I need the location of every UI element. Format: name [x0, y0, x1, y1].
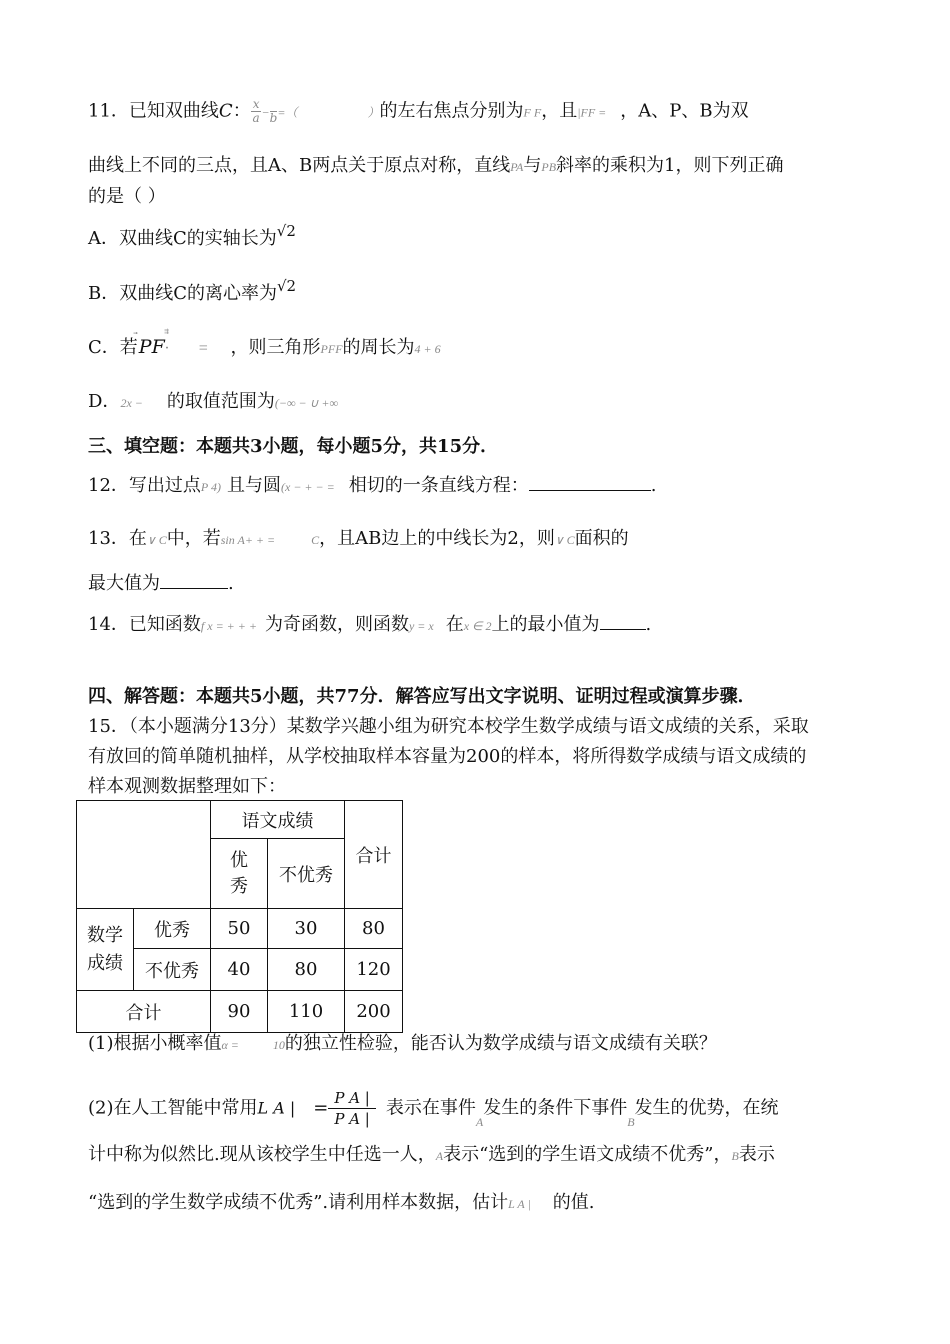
table-cell: 40: [211, 949, 268, 991]
q12-line: 12．写出过点P 4) 且与圆(x − + − = 相切的一条直线方程： .: [88, 472, 656, 500]
q11-foci-text: 的左右焦点分别为: [379, 100, 524, 122]
section3-title: 三、填空题：本题共3小题，每小题5分，共15分．: [88, 436, 499, 457]
q11-line-pb: PB: [541, 160, 557, 174]
q15-part2-line3: “选到的学生数学成绩不优秀”.请利用样本数据，估计L A | 的值.: [88, 1192, 595, 1213]
q11-option-b: B．双曲线C的离心率为$^{√2}$: [88, 277, 297, 304]
table-cell: 30: [268, 909, 345, 949]
q11-fraction-x-a: $\frac{x}{a}$: [252, 97, 260, 125]
q11-foci-symbols: F F: [523, 105, 542, 120]
q14-answer-blank[interactable]: [600, 611, 646, 630]
col-excellent: 优秀: [211, 839, 268, 909]
q11-line3: 的是（ ）: [88, 186, 166, 207]
vector-pf: PF: [138, 336, 165, 358]
section4-title: 四、解答题：本题共5小题，共77分．解答应写出文字说明、证明过程或演算步骤．: [88, 686, 756, 707]
row-total: 合计: [77, 991, 211, 1033]
vector-arrow-icon-2: ⃗⃗⃗⃗: [168, 332, 170, 342]
sqrt2-value-b: √2: [277, 277, 297, 295]
q11-stem-start: 11．已知双曲线: [88, 100, 219, 122]
q15-line1: 15．（本小题满分13分）某数学兴趣小组为研究本校学生数学成绩与语文成绩的关系，采取: [88, 716, 809, 737]
q11-focal-distance: |FF =: [577, 105, 607, 120]
table-cell: 200: [345, 991, 403, 1033]
q11-equals: =（: [277, 105, 298, 120]
q11-line-pa: PA: [510, 160, 524, 174]
q15-part1: (1)根据小概率值α = 10的独立性检验，能否认为数学成绩与语文成绩有关联？: [88, 1033, 717, 1054]
q11-curve-name: C: [218, 100, 233, 122]
q11-option-c: C．若⃗⃗⃗PF·⃗⃗⃗⃗= ，则三角形PFF的周长为4 + 6: [88, 332, 441, 358]
q11-line1: [88, 98, 749, 126]
q15-line3: 样本观测数据整理如下：: [88, 776, 286, 797]
table-empty-corner: [77, 801, 211, 909]
col-not-excellent: 不优秀: [268, 839, 345, 909]
q14-line: 14．已知函数f x = + + + 为奇函数，则函数y = x 在x ∈ 2上的最小值为 .: [88, 611, 651, 639]
q15-part2-line1: (2)在人工智能中常用L A | = $\frac{\text{P A |}}{\text{P A |}}$ 表示在事件$_A$发生的条件下事件$_B$发生的优势，在统: [88, 1089, 779, 1129]
table-cell: 120: [345, 949, 403, 991]
q13-line2: 最大值为 .: [88, 570, 234, 597]
q15-part2-line2: 计中称为似然比.现从该校学生中任选一人，A表示“选到的学生语文成绩不优秀”，B表示: [88, 1144, 775, 1165]
q11-and-text: ，且: [541, 100, 578, 122]
row-group-math: 数学成绩: [77, 909, 134, 991]
q15-line2: 有放回的简单随机抽样，从学校抽取样本容量为200的样本，将所得数学成绩与语文成绩的: [88, 746, 807, 767]
q12-answer-blank[interactable]: [529, 472, 651, 491]
row-excellent: 优秀: [134, 909, 211, 949]
table-cell: 90: [211, 991, 268, 1033]
q13-line1: 13．在∨ C中，若sin A+ + = C，且AB边上的中线长为2，则∨ C面积的: [88, 528, 629, 549]
q11-fraction-y-b: b: [270, 98, 278, 125]
q13-answer-blank[interactable]: [160, 570, 228, 589]
q11-close-paren: ）: [367, 105, 380, 120]
q11-option-d: D．2x − 的取值范围为(−∞ − ∪ +∞: [88, 391, 339, 412]
likelihood-fraction: $\frac{\text{P A |}}{\text{P A |}}$: [328, 1088, 376, 1129]
q11-colon: ：: [232, 100, 251, 122]
q11-line2: 曲线上不同的三点，且A、B两点关于原点对称，直线PA与PB斜率的乘积为1，则下列正确: [88, 155, 784, 176]
vector-arrow-icon: ⃗⃗⃗: [137, 332, 139, 342]
contingency-table: [76, 800, 403, 1033]
header-total: 合计: [345, 801, 403, 909]
q11-minus: −: [261, 105, 270, 120]
q11-points-text: ，A、P、B为双: [620, 100, 749, 122]
table-cell: 80: [268, 949, 345, 991]
table-cell: 50: [211, 909, 268, 949]
table-cell: 110: [268, 991, 345, 1033]
sqrt2-value: √2: [276, 222, 296, 240]
table-cell: 80: [345, 909, 403, 949]
q11-option-a: A．双曲线C的实轴长为$^{√2}$: [88, 222, 296, 249]
row-not-excellent: 不优秀: [134, 949, 211, 991]
header-yuwen: 语文成绩: [211, 801, 345, 839]
